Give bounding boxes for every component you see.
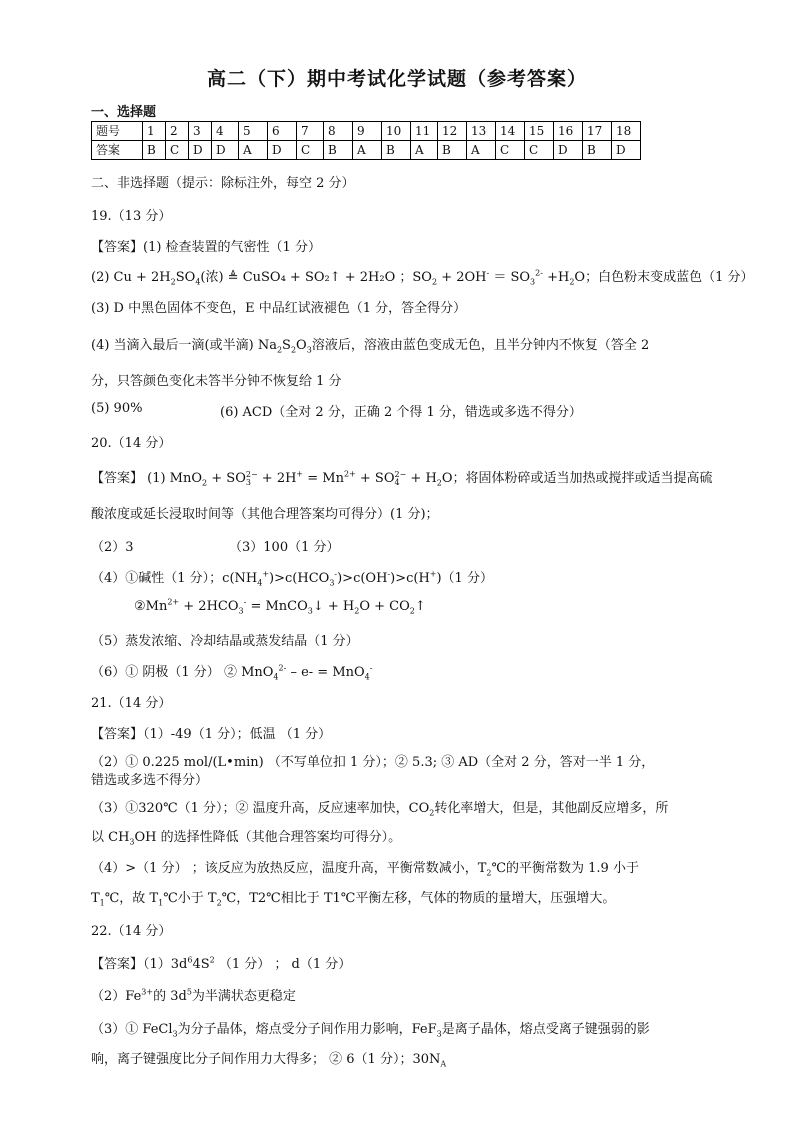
q22-answer-2: $(2)Fe^{3+}$的 $3d^5$为半满状态更稳定 [91, 987, 296, 1004]
q22-answer-1: 【答案】$(1)3d^64S^2$ （1 分） ； d（1 分） [91, 955, 352, 972]
table-cell: 7 [297, 122, 324, 141]
table-cell: 18 [612, 122, 641, 141]
q20-answer-3: （3）100（1 分） [229, 540, 340, 555]
section-nonchoice-heading: 二、非选择题（提示：除标注外，每空 2 分） [91, 176, 355, 191]
table-cell: A [353, 141, 382, 160]
table-cell: 13 [467, 122, 496, 141]
table-cell: C [166, 141, 189, 160]
q20-answer-1-cont: 酸浓度或延长浸取时间等（其他合理答案均可得分）(1 分)； [91, 507, 439, 522]
table-cell: 3 [189, 122, 212, 141]
q20-answer-4: （4）①碱性（1 分）；$c(NH_4^+)>c(HCO_3^-)>c(OH^-)>c(H^+)(1$ 分） [91, 569, 493, 588]
table-cell: 8 [324, 122, 353, 141]
table-cell: B [438, 141, 467, 160]
section-choice-heading: 一、选择题 [91, 105, 157, 120]
table-cell: C [525, 141, 554, 160]
q19-answer-2: (2) $Cu + 2H_2SO_4$(浓) ≜ CuSO₄ + SO₂↑ + 2H₂O ；$SO_2 + 2OH^- = SO_3^{2-} +H_2O$；白色粉末变成蓝色（1 分） [91, 268, 754, 287]
table-cell: B [324, 141, 353, 160]
table-cell: 1 [143, 122, 166, 141]
table-cell: A [411, 141, 438, 160]
table-cell: 16 [554, 122, 583, 141]
q20-answer-6: （6）① 阴极（1 分） ② MnO$_4^{2-}$ – e- = MnO$_4$- [91, 663, 373, 682]
q19-answer-1: 【答案】(1) 检查装置的气密性（1 分） [91, 240, 321, 255]
q19-heading: 19.（13 分） [91, 209, 172, 224]
table-cell: B [143, 141, 166, 160]
q19-answer-4: (4) 当滴入最后一滴(或半滴) $Na_2S_2O_3$溶液后，溶液由蓝色变成无色，且半分钟内不恢复（答全 2 [91, 338, 650, 355]
q21-answer-1: 【答案】（1）-49（1 分）；低温 （1 分） [91, 727, 332, 742]
q20-answer-2: （2）3 [91, 540, 134, 555]
q20-heading: 20.（14 分） [91, 436, 172, 451]
table-cell: D [212, 141, 239, 160]
table-cell: 5 [239, 122, 268, 141]
q20-answer-4b: $②Mn^{2+} + 2HCO_3^-$ = MnCO$_3$↓ + $H_2O$ + $CO_2↑$ [134, 597, 426, 616]
table-row-questions [92, 122, 641, 141]
answer-table [91, 121, 641, 160]
q21-answer-2: （2）① 0.225 mol/(L•min) （不写单位扣 1 分）；② 5.3; ③ AD（全对 2 分，答对一半 1 分， [91, 755, 655, 770]
q22-answer-3: （3）① FeCl$_3$为分子晶体，熔点受分子间作用力影响，FeF$_3$是离子晶体，熔点受离子键强弱的影 [91, 1022, 650, 1039]
table-cell: 9 [353, 122, 382, 141]
table-cell: 17 [583, 122, 612, 141]
q21-heading: 21.（14 分） [91, 696, 172, 711]
table-cell: 4 [212, 122, 239, 141]
table-cell: D [189, 141, 212, 160]
q21-answer-4-cont: $T_1℃$，故 $T_1℃$小于 $T_2℃$，T2℃相比于 T1℃平衡左移，气体的物质的量增大，压强增大。 [91, 891, 616, 908]
page-title: 高二（下）期中考试化学试题（参考答案） [206, 68, 587, 90]
table-cell: 6 [268, 122, 297, 141]
q20-answer-5: （5）蒸发浓缩、冷却结晶或蒸发结晶（1 分） [91, 634, 359, 649]
table-cell: 10 [382, 122, 411, 141]
table-cell: 15 [525, 122, 554, 141]
table-cell: C [297, 141, 324, 160]
q22-heading: 22.（14 分） [91, 924, 172, 939]
table-cell: B [382, 141, 411, 160]
q19-answer-3: (3) D 中黑色固体不变色，E 中品红试液褪色（1 分，答全得分） [91, 301, 467, 316]
q20-answer-1: 【答案】 (1) MnO$_2$ + SO 2− 3 + $2H^+ = Mn^{2+}$ + SO 2− 4 + $H_2O$；将固体粉碎或适当加热或搅拌或适当提高硫 [91, 469, 713, 488]
table-cell: B [583, 141, 612, 160]
table-cell: C [496, 141, 525, 160]
q21-answer-3: （3）①320℃（1 分）；② 温度升高，反应速率加快，$CO_2$转化率增大，但是，其他副反应增多，所 [91, 801, 669, 818]
table-cell: A [239, 141, 268, 160]
q19-answer-5: (5) 90% [91, 401, 143, 416]
q21-answer-2-cont: 错选或多选不得分） [91, 773, 209, 788]
table-cell: 12 [438, 122, 467, 141]
table-cell: D [554, 141, 583, 160]
table-cell: 11 [411, 122, 438, 141]
table-row-answers [92, 141, 641, 160]
row-label-question: 题号 [92, 122, 143, 141]
q21-answer-3-cont: 以 $CH_3OH$ 的选择性降低（其他合理答案均可得分）。 [91, 830, 402, 847]
table-cell: 14 [496, 122, 525, 141]
table-cell: A [467, 141, 496, 160]
table-cell: D [612, 141, 641, 160]
q19-answer-4-cont: 分，只答颜色变化未答半分钟不恢复给 1 分 [91, 374, 342, 389]
q21-answer-4: （4）>（1 分） ；该反应为放热反应，温度升高，平衡常数减小，$T_2℃$的平衡常数为 1.9 小于 [91, 861, 639, 878]
row-label-answer: 答案 [92, 141, 143, 160]
table-cell: D [268, 141, 297, 160]
q22-answer-3-cont: 响，离子键强度比分子间作用力大得多； ② 6（1 分）；$30N_A$ [91, 1052, 447, 1069]
table-cell: 2 [166, 122, 189, 141]
q19-answer-6: (6) ACD（全对 2 分，正确 2 个得 1 分，错选或多选不得分） [220, 405, 582, 420]
